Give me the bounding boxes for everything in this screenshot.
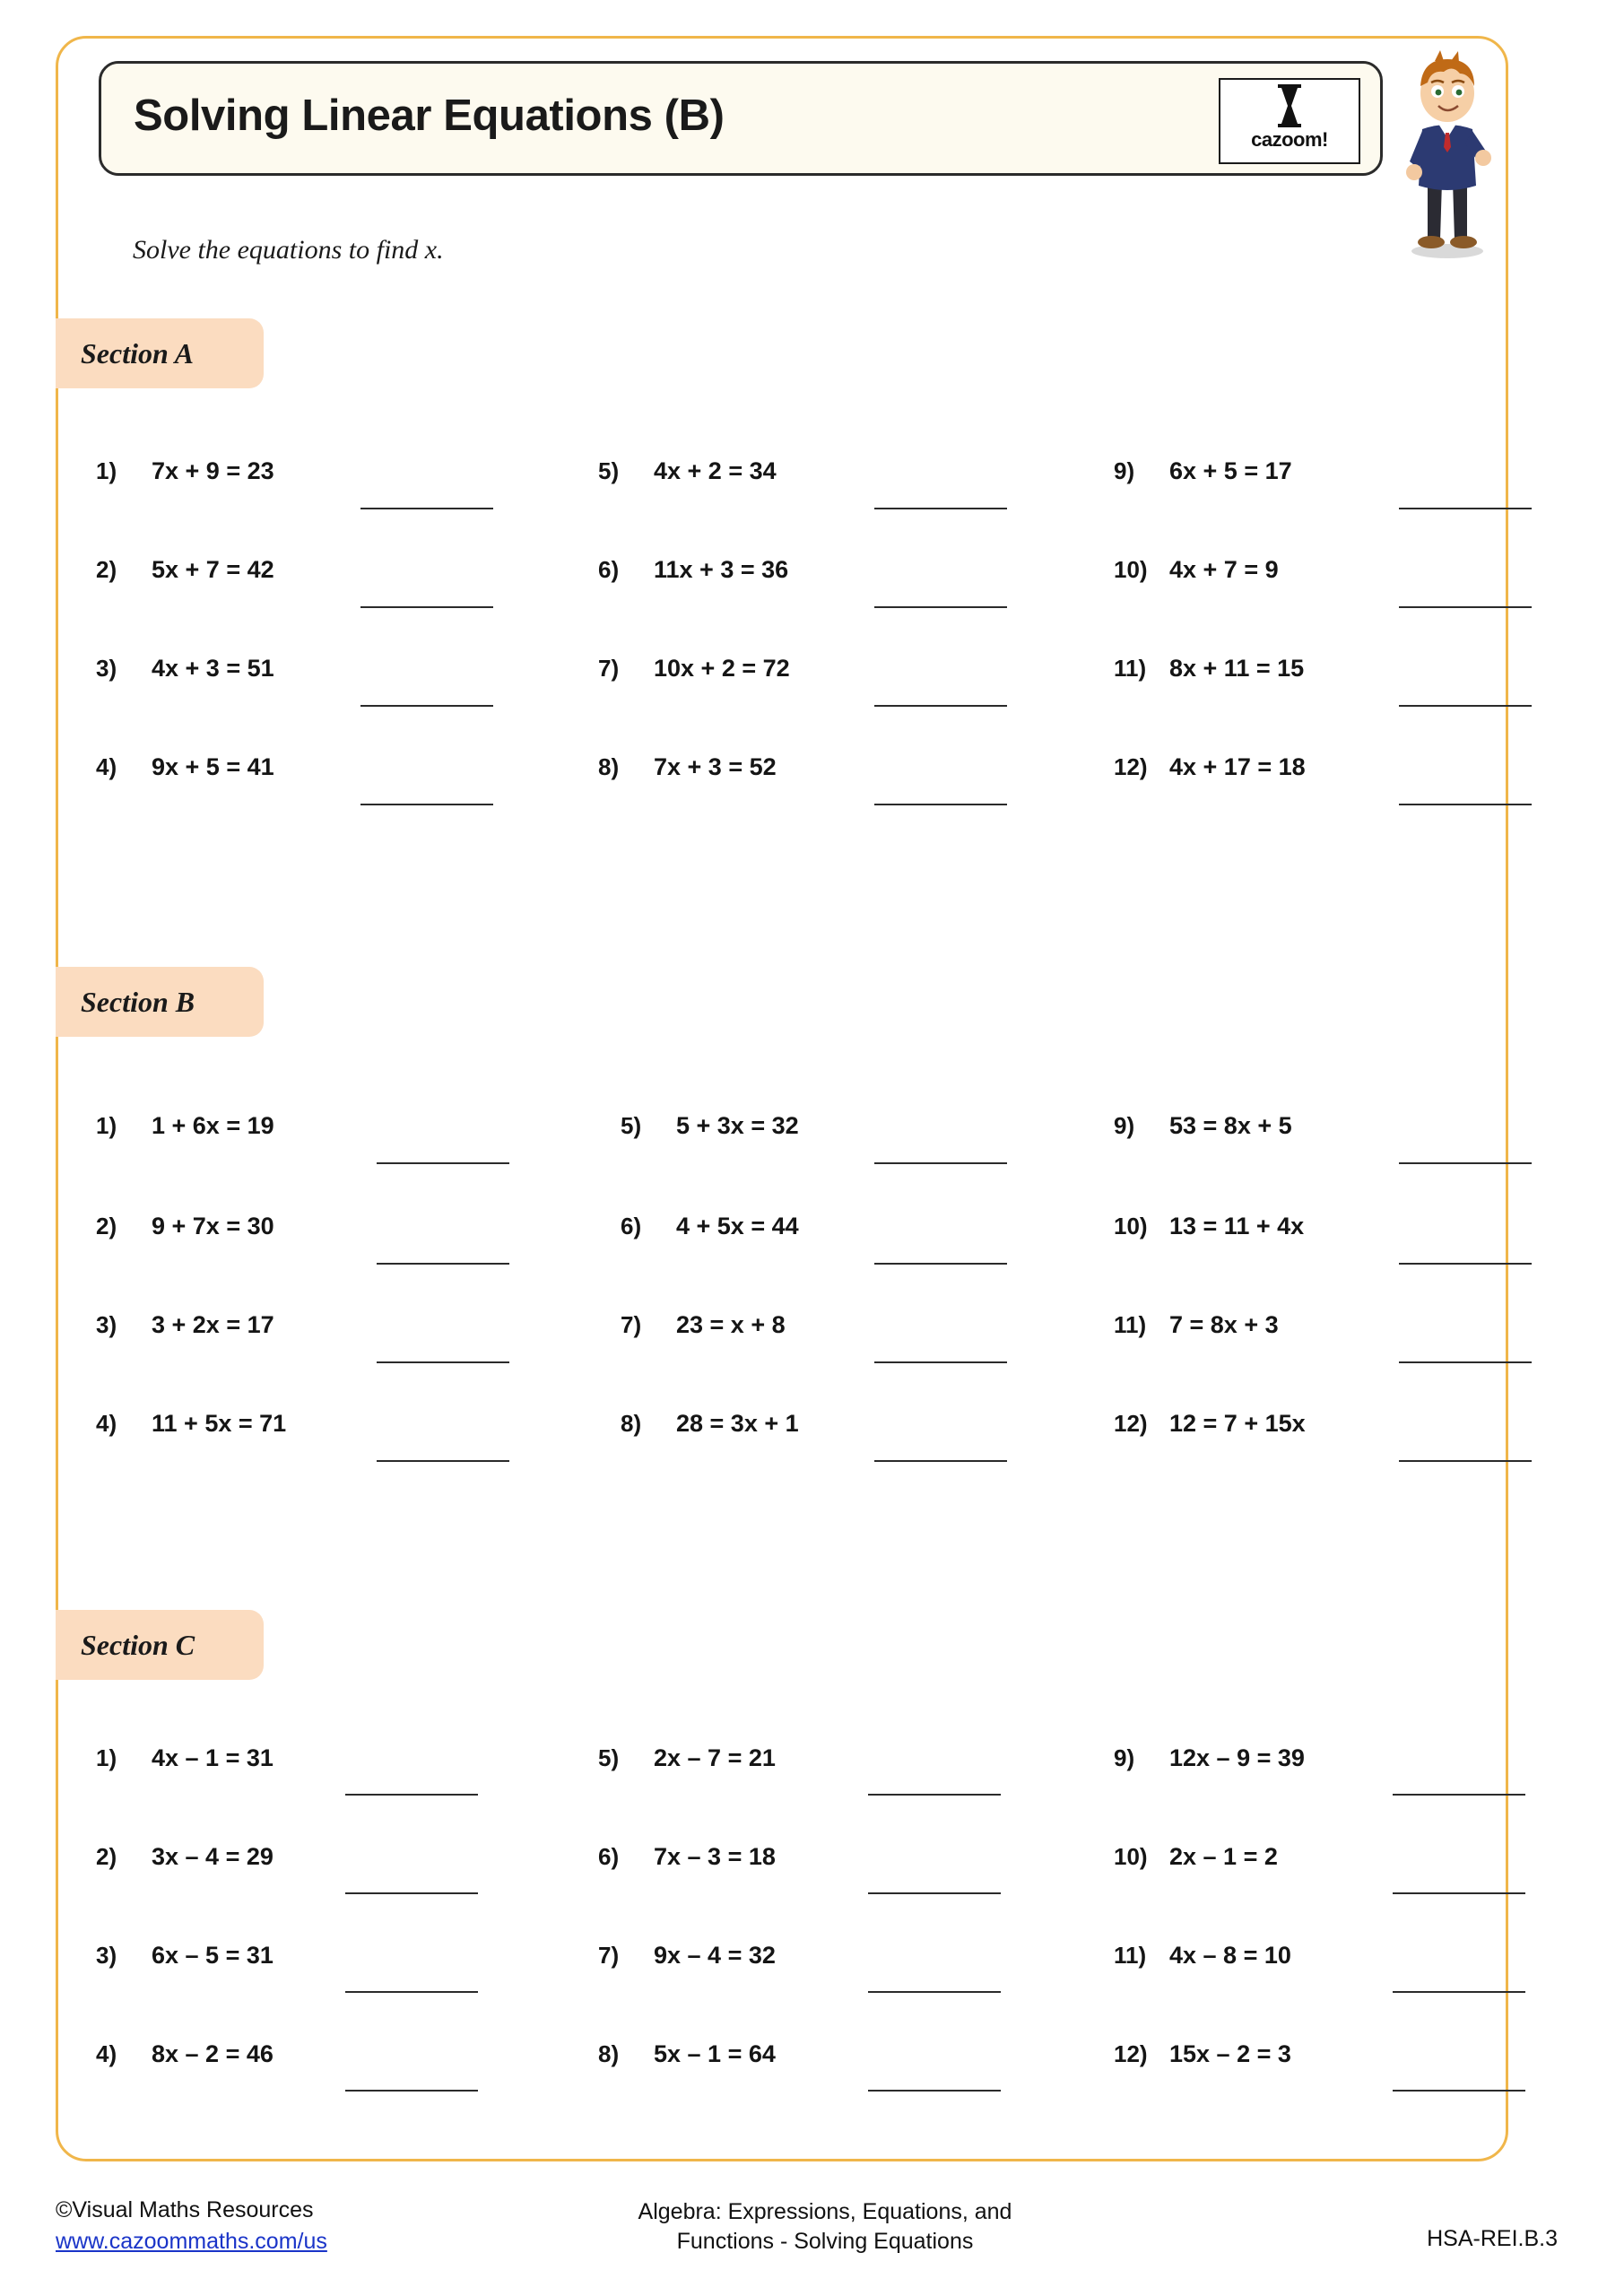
answer-line[interactable]: [360, 606, 493, 608]
answer-line[interactable]: [1399, 804, 1532, 805]
question-number: 1): [96, 457, 117, 484]
answer-line[interactable]: [377, 1460, 509, 1462]
hourglass-icon: [1274, 84, 1305, 127]
question-text: 4x + 2 = 34: [654, 457, 777, 484]
answer-line[interactable]: [1399, 1162, 1532, 1164]
answer-line[interactable]: [1399, 1460, 1532, 1462]
answer-line[interactable]: [1393, 2090, 1525, 2092]
question-text: 53 = 8x + 5: [1169, 1112, 1292, 1139]
question-text: 4x + 7 = 9: [1169, 556, 1279, 583]
section-tab-b: [56, 967, 264, 1037]
question-text: 4 + 5x = 44: [676, 1213, 799, 1239]
section-c-label: Section C: [81, 1628, 195, 1661]
question-number: 2): [96, 556, 117, 583]
page-footer: [0, 2187, 1624, 2285]
answer-line[interactable]: [874, 705, 1007, 707]
question-number: 5): [621, 1112, 642, 1139]
answer-line[interactable]: [1399, 606, 1532, 608]
question-number: 12): [1114, 1410, 1148, 1437]
question-number: 11): [1114, 655, 1147, 682]
answer-line[interactable]: [345, 1892, 478, 1894]
question-text: 9x – 4 = 32: [654, 1942, 776, 1969]
question-number: 4): [96, 2040, 117, 2067]
question-text: 1 + 6x = 19: [152, 1112, 274, 1139]
question-number: 6): [621, 1213, 642, 1239]
question-number: 5): [598, 1744, 620, 1771]
answer-line[interactable]: [874, 606, 1007, 608]
answer-line[interactable]: [377, 1263, 509, 1265]
answer-line[interactable]: [874, 1162, 1007, 1164]
question-text: 8x – 2 = 46: [152, 2040, 274, 2067]
worksheet-frame: [56, 36, 1508, 2161]
question-text: 3 + 2x = 17: [152, 1311, 274, 1338]
footer-topic: [574, 2197, 1076, 2257]
question-text: 11x + 3 = 36: [654, 556, 789, 583]
question-number: 9): [1114, 457, 1135, 484]
answer-line[interactable]: [360, 508, 493, 509]
question-number: 12): [1114, 2040, 1148, 2067]
standard-code: HSA-REI.B.3: [1427, 2226, 1558, 2251]
question-text: 28 = 3x + 1: [676, 1410, 799, 1437]
question-text: 10x + 2 = 72: [654, 655, 790, 682]
question-number: 3): [96, 1942, 117, 1969]
question-number: 11): [1114, 1942, 1147, 1969]
answer-line[interactable]: [868, 2090, 1001, 2092]
answer-line[interactable]: [1393, 1892, 1525, 1894]
question-text: 5x + 7 = 42: [152, 556, 274, 583]
answer-line[interactable]: [874, 804, 1007, 805]
title-banner: [99, 61, 1383, 176]
copyright-text: ©Visual Maths Resources: [56, 2197, 314, 2222]
footer-topic-line1: Algebra: Expressions, Equations, and: [638, 2199, 1012, 2224]
question-text: 23 = x + 8: [676, 1311, 786, 1338]
question-text: 9x + 5 = 41: [152, 753, 274, 780]
student-mascot-illustration: [1388, 47, 1505, 262]
section-a-label: Section A: [81, 336, 194, 370]
question-number: 7): [598, 655, 620, 682]
question-number: 8): [621, 1410, 642, 1437]
answer-line[interactable]: [874, 1460, 1007, 1462]
footer-copyright-block: [56, 2197, 327, 2255]
question-text: 6x + 5 = 17: [1169, 457, 1292, 484]
question-number: 10): [1114, 1843, 1148, 1870]
question-text: 13 = 11 + 4x: [1169, 1213, 1305, 1239]
answer-line[interactable]: [868, 1991, 1001, 1993]
answer-line[interactable]: [874, 1361, 1007, 1363]
question-text: 3x – 4 = 29: [152, 1843, 274, 1870]
question-number: 2): [96, 1843, 117, 1870]
question-number: 3): [96, 1311, 117, 1338]
question-number: 11): [1114, 1311, 1147, 1338]
question-number: 5): [598, 457, 620, 484]
logo-wordmark: cazoom!: [1251, 128, 1328, 151]
question-text: 12x – 9 = 39: [1169, 1744, 1305, 1771]
question-text: 2x – 7 = 21: [654, 1744, 776, 1771]
section-tab-a: [56, 318, 264, 388]
answer-line[interactable]: [360, 804, 493, 805]
question-number: 4): [96, 1410, 117, 1437]
answer-line[interactable]: [874, 508, 1007, 509]
question-number: 9): [1114, 1112, 1135, 1139]
question-number: 4): [96, 753, 117, 780]
page-title: Solving Linear Equations (B): [134, 91, 725, 140]
question-text: 5x – 1 = 64: [654, 2040, 776, 2067]
answer-line[interactable]: [1399, 1361, 1532, 1363]
instruction-text: Solve the equations to find x.: [133, 235, 444, 265]
answer-line[interactable]: [345, 1991, 478, 1993]
answer-line[interactable]: [868, 1794, 1001, 1796]
question-number: 6): [598, 1843, 620, 1870]
cazoom-logo: [1219, 78, 1360, 164]
answer-line[interactable]: [874, 1263, 1007, 1265]
footer-topic-line2: Functions - Solving Equations: [676, 2229, 974, 2254]
answer-line[interactable]: [1399, 705, 1532, 707]
question-text: 7x – 3 = 18: [654, 1843, 776, 1870]
answer-line[interactable]: [345, 2090, 478, 2092]
question-text: 4x – 1 = 31: [152, 1744, 274, 1771]
question-text: 2x – 1 = 2: [1169, 1843, 1278, 1870]
question-number: 3): [96, 655, 117, 682]
question-number: 10): [1114, 556, 1148, 583]
question-text: 11 + 5x = 71: [152, 1410, 287, 1437]
question-text: 5 + 3x = 32: [676, 1112, 799, 1139]
question-text: 4x + 3 = 51: [152, 655, 274, 682]
section-tab-c: [56, 1610, 264, 1680]
answer-line[interactable]: [360, 705, 493, 707]
question-number: 12): [1114, 753, 1148, 780]
question-text: 4x – 8 = 10: [1169, 1942, 1291, 1969]
answer-line[interactable]: [345, 1794, 478, 1796]
question-number: 7): [621, 1311, 642, 1338]
question-text: 7x + 9 = 23: [152, 457, 274, 484]
question-number: 9): [1114, 1744, 1135, 1771]
answer-line[interactable]: [1393, 1991, 1525, 1993]
question-text: 15x – 2 = 3: [1169, 2040, 1291, 2067]
footer-website-link[interactable]: www.cazoommaths.com/us: [56, 2229, 327, 2254]
question-number: 2): [96, 1213, 117, 1239]
question-text: 7 = 8x + 3: [1169, 1311, 1279, 1338]
answer-line[interactable]: [377, 1162, 509, 1164]
question-number: 10): [1114, 1213, 1148, 1239]
question-number: 7): [598, 1942, 620, 1969]
question-number: 1): [96, 1744, 117, 1771]
question-number: 6): [598, 556, 620, 583]
answer-line[interactable]: [1393, 1794, 1525, 1796]
question-text: 9 + 7x = 30: [152, 1213, 274, 1239]
section-b-label: Section B: [81, 985, 195, 1018]
question-number: 8): [598, 753, 620, 780]
question-text: 4x + 17 = 18: [1169, 753, 1306, 780]
question-text: 8x + 11 = 15: [1169, 655, 1305, 682]
answer-line[interactable]: [1399, 1263, 1532, 1265]
answer-line[interactable]: [377, 1361, 509, 1363]
answer-line[interactable]: [868, 1892, 1001, 1894]
answer-line[interactable]: [1399, 508, 1532, 509]
question-number: 8): [598, 2040, 620, 2067]
question-text: 12 = 7 + 15x: [1169, 1410, 1306, 1437]
question-text: 7x + 3 = 52: [654, 753, 777, 780]
question-number: 1): [96, 1112, 117, 1139]
question-text: 6x – 5 = 31: [152, 1942, 274, 1969]
